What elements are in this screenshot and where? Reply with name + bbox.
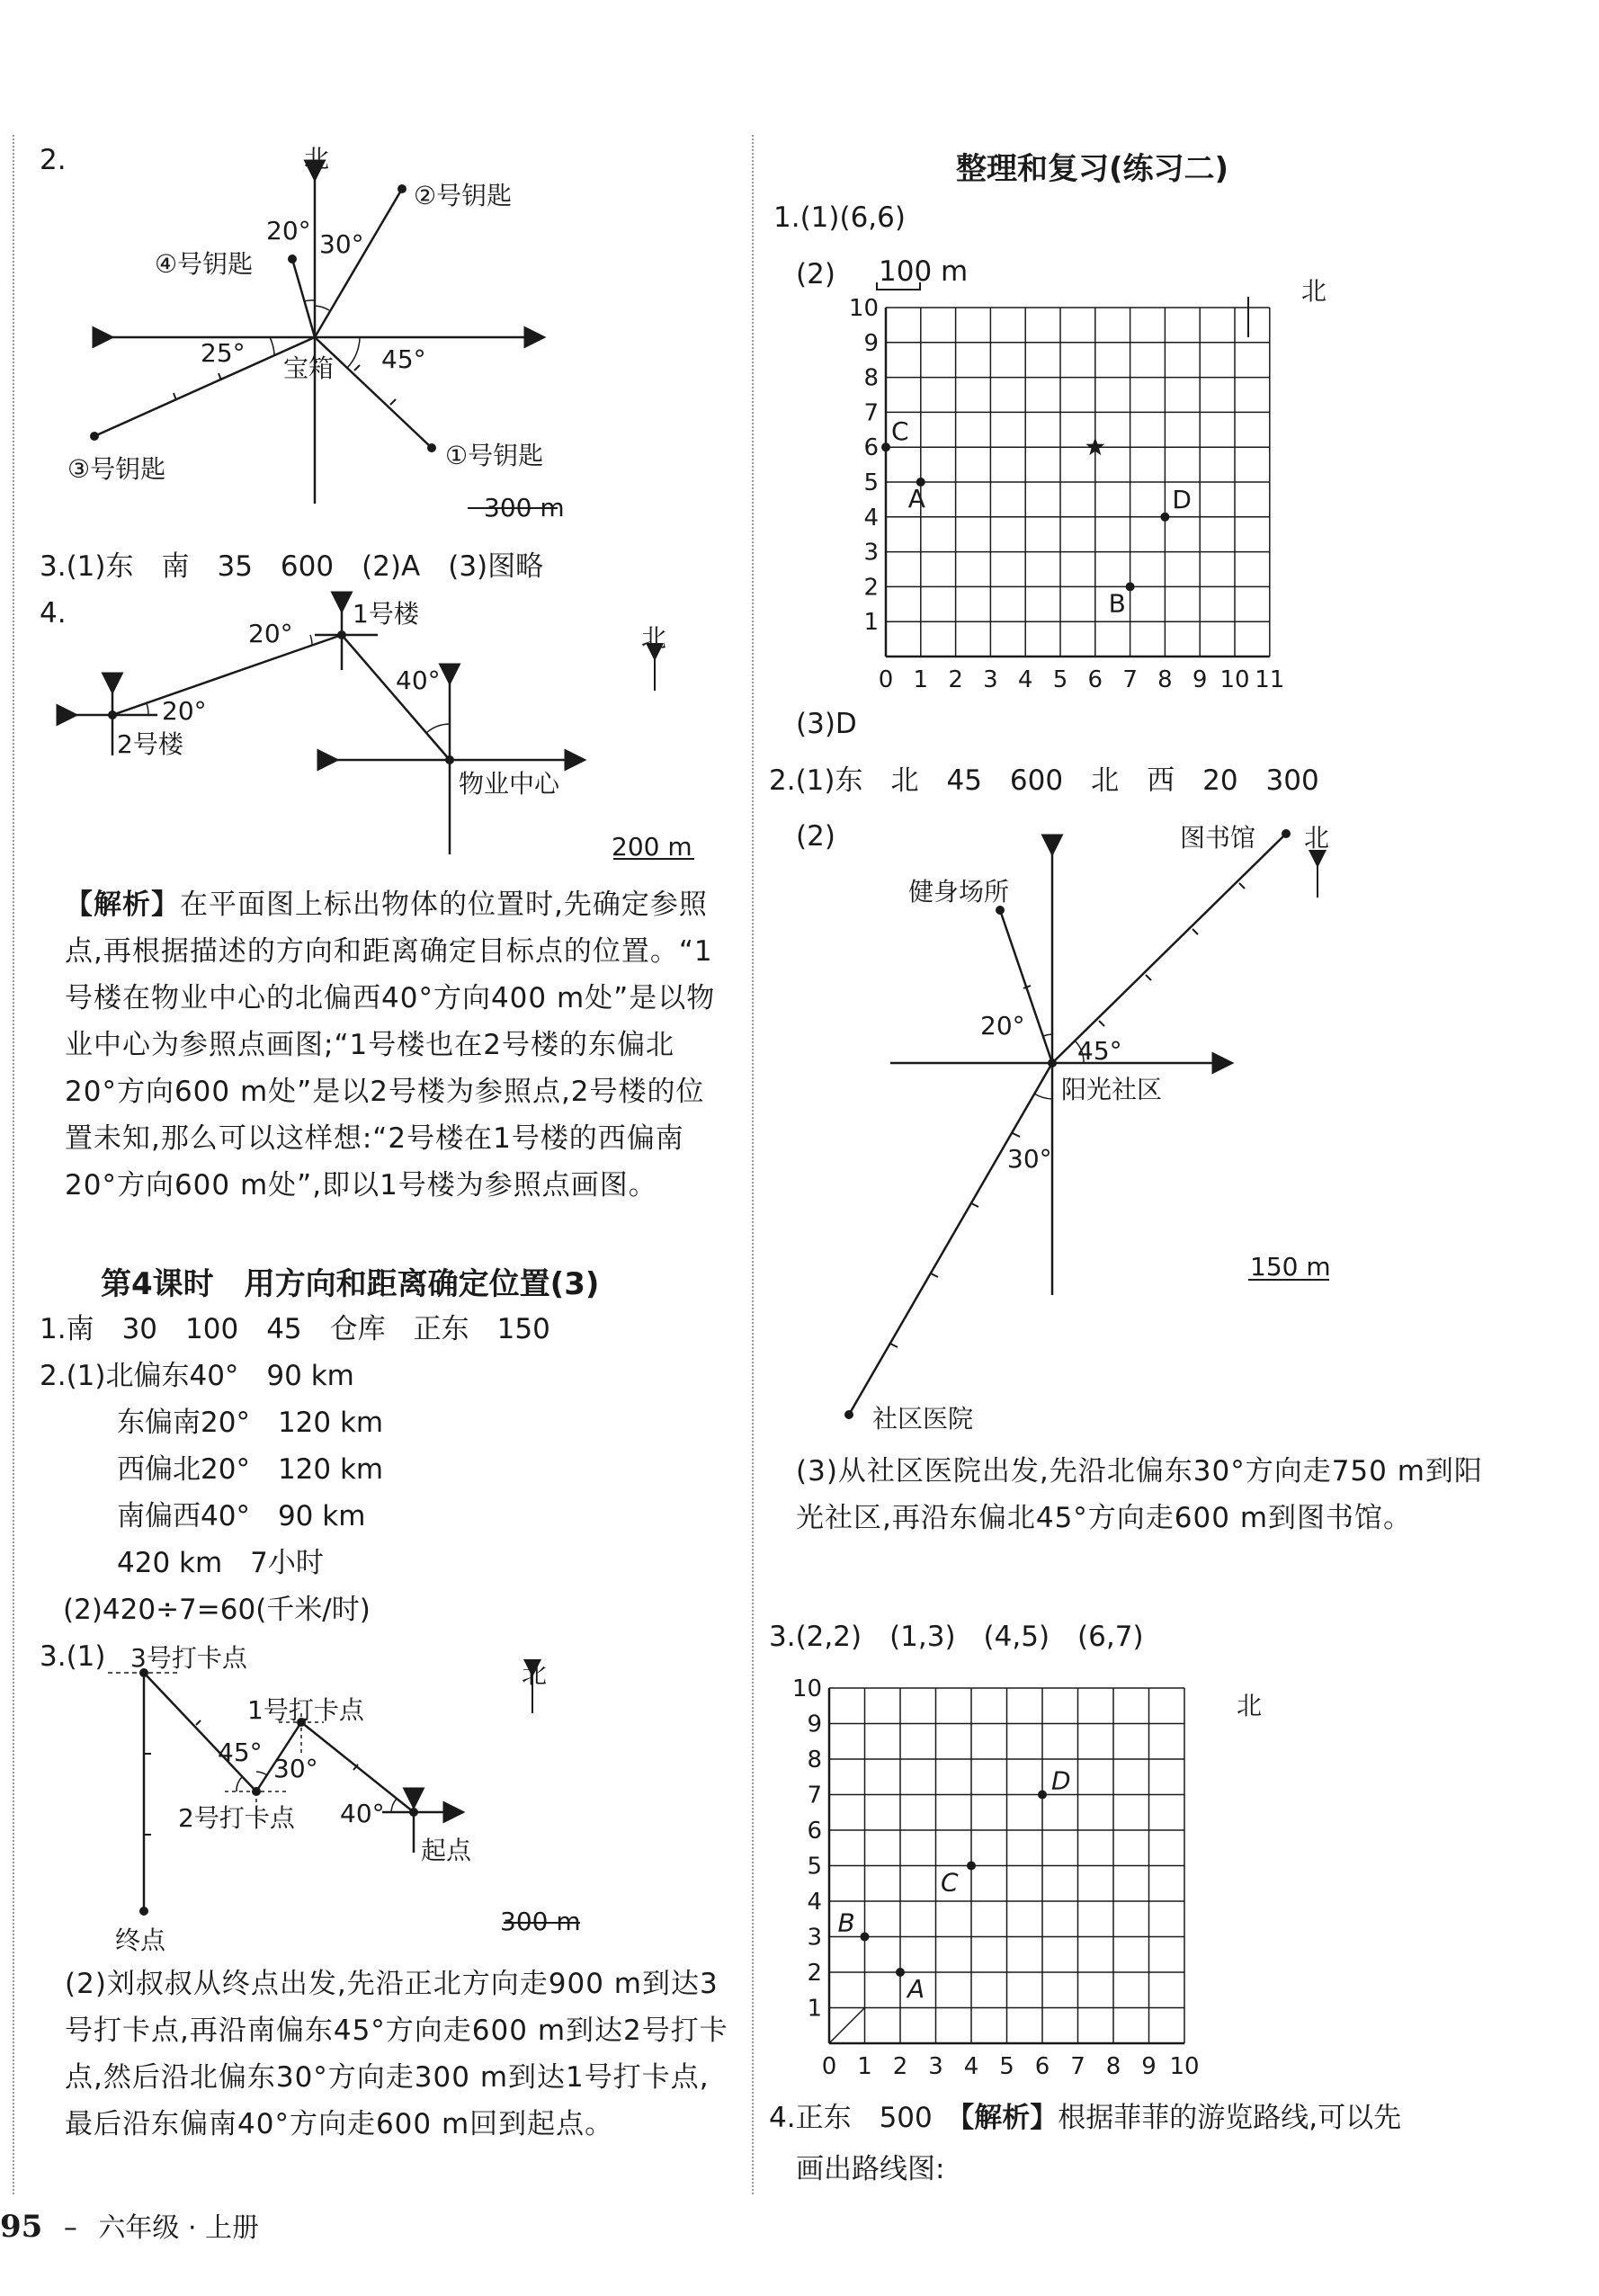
start-label: 起点	[421, 1836, 472, 1865]
grid-point-label: B	[837, 1907, 855, 1938]
diagonal-mark	[829, 2008, 865, 2044]
grid1-north-label: 北	[1301, 276, 1327, 306]
x-tick-label: 7	[1070, 2053, 1085, 2080]
grid-point-label: D	[1051, 1765, 1071, 1796]
community-label: 阳光社区	[1061, 1075, 1163, 1104]
r2-part2-label: (2)	[796, 820, 835, 853]
lesson-title: 第4课时 用方向和距离确定位置(3)	[101, 1266, 600, 1302]
r1-part3: (3)D	[796, 708, 857, 740]
y-tick-label: 2	[807, 1960, 822, 1987]
q3-answer: 3.(1)东 南 35 600 (2)A (3)图略	[40, 550, 544, 583]
end-label: 终点	[115, 1925, 166, 1955]
grid-point-label: B	[1108, 588, 1126, 619]
footer-grade: 六年级 · 上册	[98, 2212, 260, 2244]
left-margin-line	[13, 135, 14, 2194]
hospital-label: 社区医院	[872, 1404, 974, 1434]
y-tick-label: 4	[863, 504, 879, 532]
q4-angle-40: 40°	[396, 666, 441, 695]
grid-point	[1160, 513, 1169, 522]
q2-angle-30: 30°	[319, 229, 364, 259]
x-tick-label: 4	[1017, 666, 1033, 692]
grid-point-label: C	[891, 416, 909, 447]
q4-north-label: 北	[641, 623, 667, 653]
r2-part1: 2.(1)东 北 45 600 北 西 20 300	[769, 764, 1319, 797]
q4-building1-label: 1号楼	[353, 599, 419, 629]
r2-angle-20: 20°	[980, 1011, 1025, 1041]
x-tick-label: 5	[999, 2053, 1014, 2080]
x-tick-label: 4	[963, 2053, 979, 2080]
page-number: 95	[0, 2209, 43, 2245]
x-tick-label: 3	[983, 666, 998, 692]
grid2-north-label: 北	[1237, 1691, 1263, 1720]
lesson-q3-route-diagram	[54, 1637, 701, 1943]
x-tick-label: 0	[878, 666, 894, 692]
y-tick-label: 6	[807, 1818, 822, 1845]
r4-line1	[769, 2100, 1401, 2136]
analysis-text: 在平面图上标出物体的位置时,先确定参照点,再根据描述的方向和距离确定目标点的位置。“1号楼在物业中心的北偏西40°方向400 m处”是以物业中心为参照点画图;“1号楼也在2号楼的东偏北20°方向600 m处”是以2号楼为参照点,2号楼的位置未知,那么可以这样想:“2号楼在1号楼的西偏南20°方向600 m处”,即以1号楼为参照点画图。	[65, 889, 716, 1202]
analysis-paragraph	[65, 881, 721, 1209]
x-tick-label: 6	[1034, 2053, 1050, 2080]
q4-building2-label: 2号楼	[117, 729, 183, 759]
r4-line2: 画出路线图:	[796, 2153, 945, 2185]
analysis-tag: 【解析】	[65, 889, 180, 921]
checkpoint2-label: 2号打卡点	[178, 1803, 295, 1833]
r4-prefix: 4.正东 500	[769, 2102, 960, 2134]
x-tick-label: 3	[928, 2053, 943, 2080]
library-label: 图书馆	[1180, 823, 1256, 853]
grid-point-label: C	[941, 1867, 959, 1898]
grid-point-label: A	[907, 484, 925, 514]
grid-point	[1038, 1791, 1047, 1800]
x-tick-label: 5	[1052, 666, 1068, 692]
lesson-q3-part2: (2)刘叔叔从终点出发,先沿正北方向走900 m到达3号打卡点,再沿南偏东45°方向走600 m到达2号打卡点,然后沿北偏东30°方向走300 m到达1号打卡点,最后沿东偏南40°方向走600 m回到起点。	[65, 1968, 728, 2140]
q2-key2-label: ②号钥匙	[414, 181, 513, 210]
r2-scale-label: 150 m	[1250, 1252, 1331, 1282]
grid-point	[861, 1933, 870, 1942]
grid-point	[881, 442, 890, 451]
x-tick-label: 9	[1141, 2053, 1157, 2080]
q2-center-label: 宝箱	[283, 353, 335, 383]
coordinate-grid-1	[836, 279, 1304, 692]
r4-rest: 根据菲菲的游览路线,可以先	[1058, 2102, 1402, 2134]
x-tick-label: 2	[948, 666, 963, 692]
x-tick-label: 10	[1169, 2053, 1200, 2080]
lesson-q2-row2: 东偏南20° 120 km	[117, 1407, 384, 1439]
x-tick-label: 8	[1105, 2053, 1121, 2080]
gym-label: 健身场所	[908, 877, 1010, 907]
checkpoint3-label: 3号打卡点	[130, 1643, 247, 1673]
y-tick-label: 3	[807, 1924, 822, 1952]
lesson-q3-number: 3.(1)	[40, 1640, 106, 1673]
x-tick-label: 8	[1157, 666, 1173, 692]
footer	[0, 2205, 259, 2245]
y-tick-label: 9	[807, 1711, 822, 1738]
y-tick-label: 1	[863, 609, 879, 637]
q2-key3-label: ③号钥匙	[67, 454, 166, 484]
y-tick-label: 7	[807, 1782, 822, 1809]
q4-angle-20a: 20°	[248, 619, 293, 648]
grid-point-label: A	[907, 1974, 925, 2004]
q2-key1-label: ①号钥匙	[445, 441, 544, 470]
right-section-title: 整理和复习(练习二)	[956, 151, 1229, 187]
x-tick-label: 0	[821, 2053, 837, 2080]
x-tick-label: 2	[892, 2053, 908, 2080]
y-tick-label: 5	[807, 1853, 822, 1881]
north-label-l3: 北	[522, 1659, 548, 1689]
x-tick-label: 10	[1219, 666, 1250, 692]
grid-point	[967, 1862, 976, 1871]
coordinate-grid-2	[782, 1673, 1214, 2086]
q2-north-label: 北	[304, 144, 330, 174]
column-divider	[752, 135, 754, 2194]
x-tick-label: 7	[1122, 666, 1138, 692]
lesson-q1: 1.南 30 100 45 仓库 正东 150	[40, 1313, 550, 1345]
y-tick-label: 9	[863, 329, 879, 357]
footer-dash: –	[63, 2212, 77, 2244]
grid-point	[896, 1968, 905, 1977]
q2-scale-label: 300 m	[484, 493, 565, 523]
y-tick-label: 2	[863, 574, 879, 602]
q2-angle-25: 25°	[201, 338, 246, 368]
y-tick-label: 1	[807, 1995, 822, 2023]
q4-angle-20b: 20°	[162, 696, 207, 726]
y-tick-label: 5	[863, 469, 879, 496]
y-tick-label: 6	[863, 434, 879, 462]
r2-part3: (3)从社区医院出发,先沿北偏东30°方向走750 m到阳光社区,再沿东偏北45°方向走600 m到图书馆。	[796, 1455, 1483, 1534]
r2-north-label: 北	[1304, 823, 1330, 853]
x-tick-label: 9	[1192, 666, 1208, 692]
y-tick-label: 8	[807, 1747, 822, 1773]
lesson-q2-row5: 420 km 7小时	[117, 1547, 324, 1579]
q2-angle-45: 45°	[381, 344, 426, 374]
lesson-q2-part2: (2)420÷7=60(千米/时)	[63, 1594, 371, 1626]
x-tick-label: 1	[913, 666, 929, 692]
checkpoint1-label: 1号打卡点	[247, 1695, 364, 1725]
lesson-q2-row1: 2.(1)北偏东40° 90 km	[40, 1360, 354, 1392]
y-tick-label: 7	[863, 399, 879, 427]
lesson-q2-row3: 西偏北20° 120 km	[117, 1453, 384, 1486]
scale-bar	[877, 282, 920, 290]
r3-answer: 3.(2,2) (1,3) (4,5) (6,7)	[769, 1621, 1144, 1653]
x-tick-label: 6	[1087, 666, 1103, 692]
q4-center-label: 物业中心	[459, 769, 560, 799]
r4-tag: 【解析】	[960, 2102, 1059, 2134]
l3-angle-40: 40°	[340, 1799, 385, 1828]
q4-number: 4.	[40, 597, 67, 630]
q2-key4-label: ④号钥匙	[155, 249, 254, 279]
lesson-q2-row4: 南偏西40° 90 km	[117, 1500, 366, 1532]
l3-scale-label: 300 m	[500, 1907, 581, 1936]
q2-angle-20: 20°	[266, 216, 311, 246]
grid-point-label: D	[1172, 484, 1192, 514]
y-tick-label: 3	[863, 539, 879, 567]
l3-angle-30: 30°	[273, 1754, 318, 1783]
r1-part1: 1.(1)(6,6)	[773, 201, 906, 234]
r2-angle-30: 30°	[1007, 1144, 1052, 1174]
x-tick-label: 11	[1255, 666, 1285, 692]
y-tick-label: 10	[791, 1675, 822, 1702]
grid1-scale-label: 100 m	[879, 255, 969, 288]
r1-part2-label: (2)	[796, 258, 835, 290]
q2-number: 2.	[40, 144, 67, 176]
y-tick-label: 4	[807, 1889, 822, 1916]
l3-angle-45: 45°	[218, 1738, 263, 1767]
grid-point	[1126, 582, 1135, 591]
q4-scale-label: 200 m	[612, 832, 692, 862]
r2-angle-45: 45°	[1077, 1036, 1122, 1066]
y-tick-label: 8	[863, 364, 879, 392]
y-tick-label: 10	[848, 295, 879, 322]
x-tick-label: 1	[857, 2053, 872, 2080]
